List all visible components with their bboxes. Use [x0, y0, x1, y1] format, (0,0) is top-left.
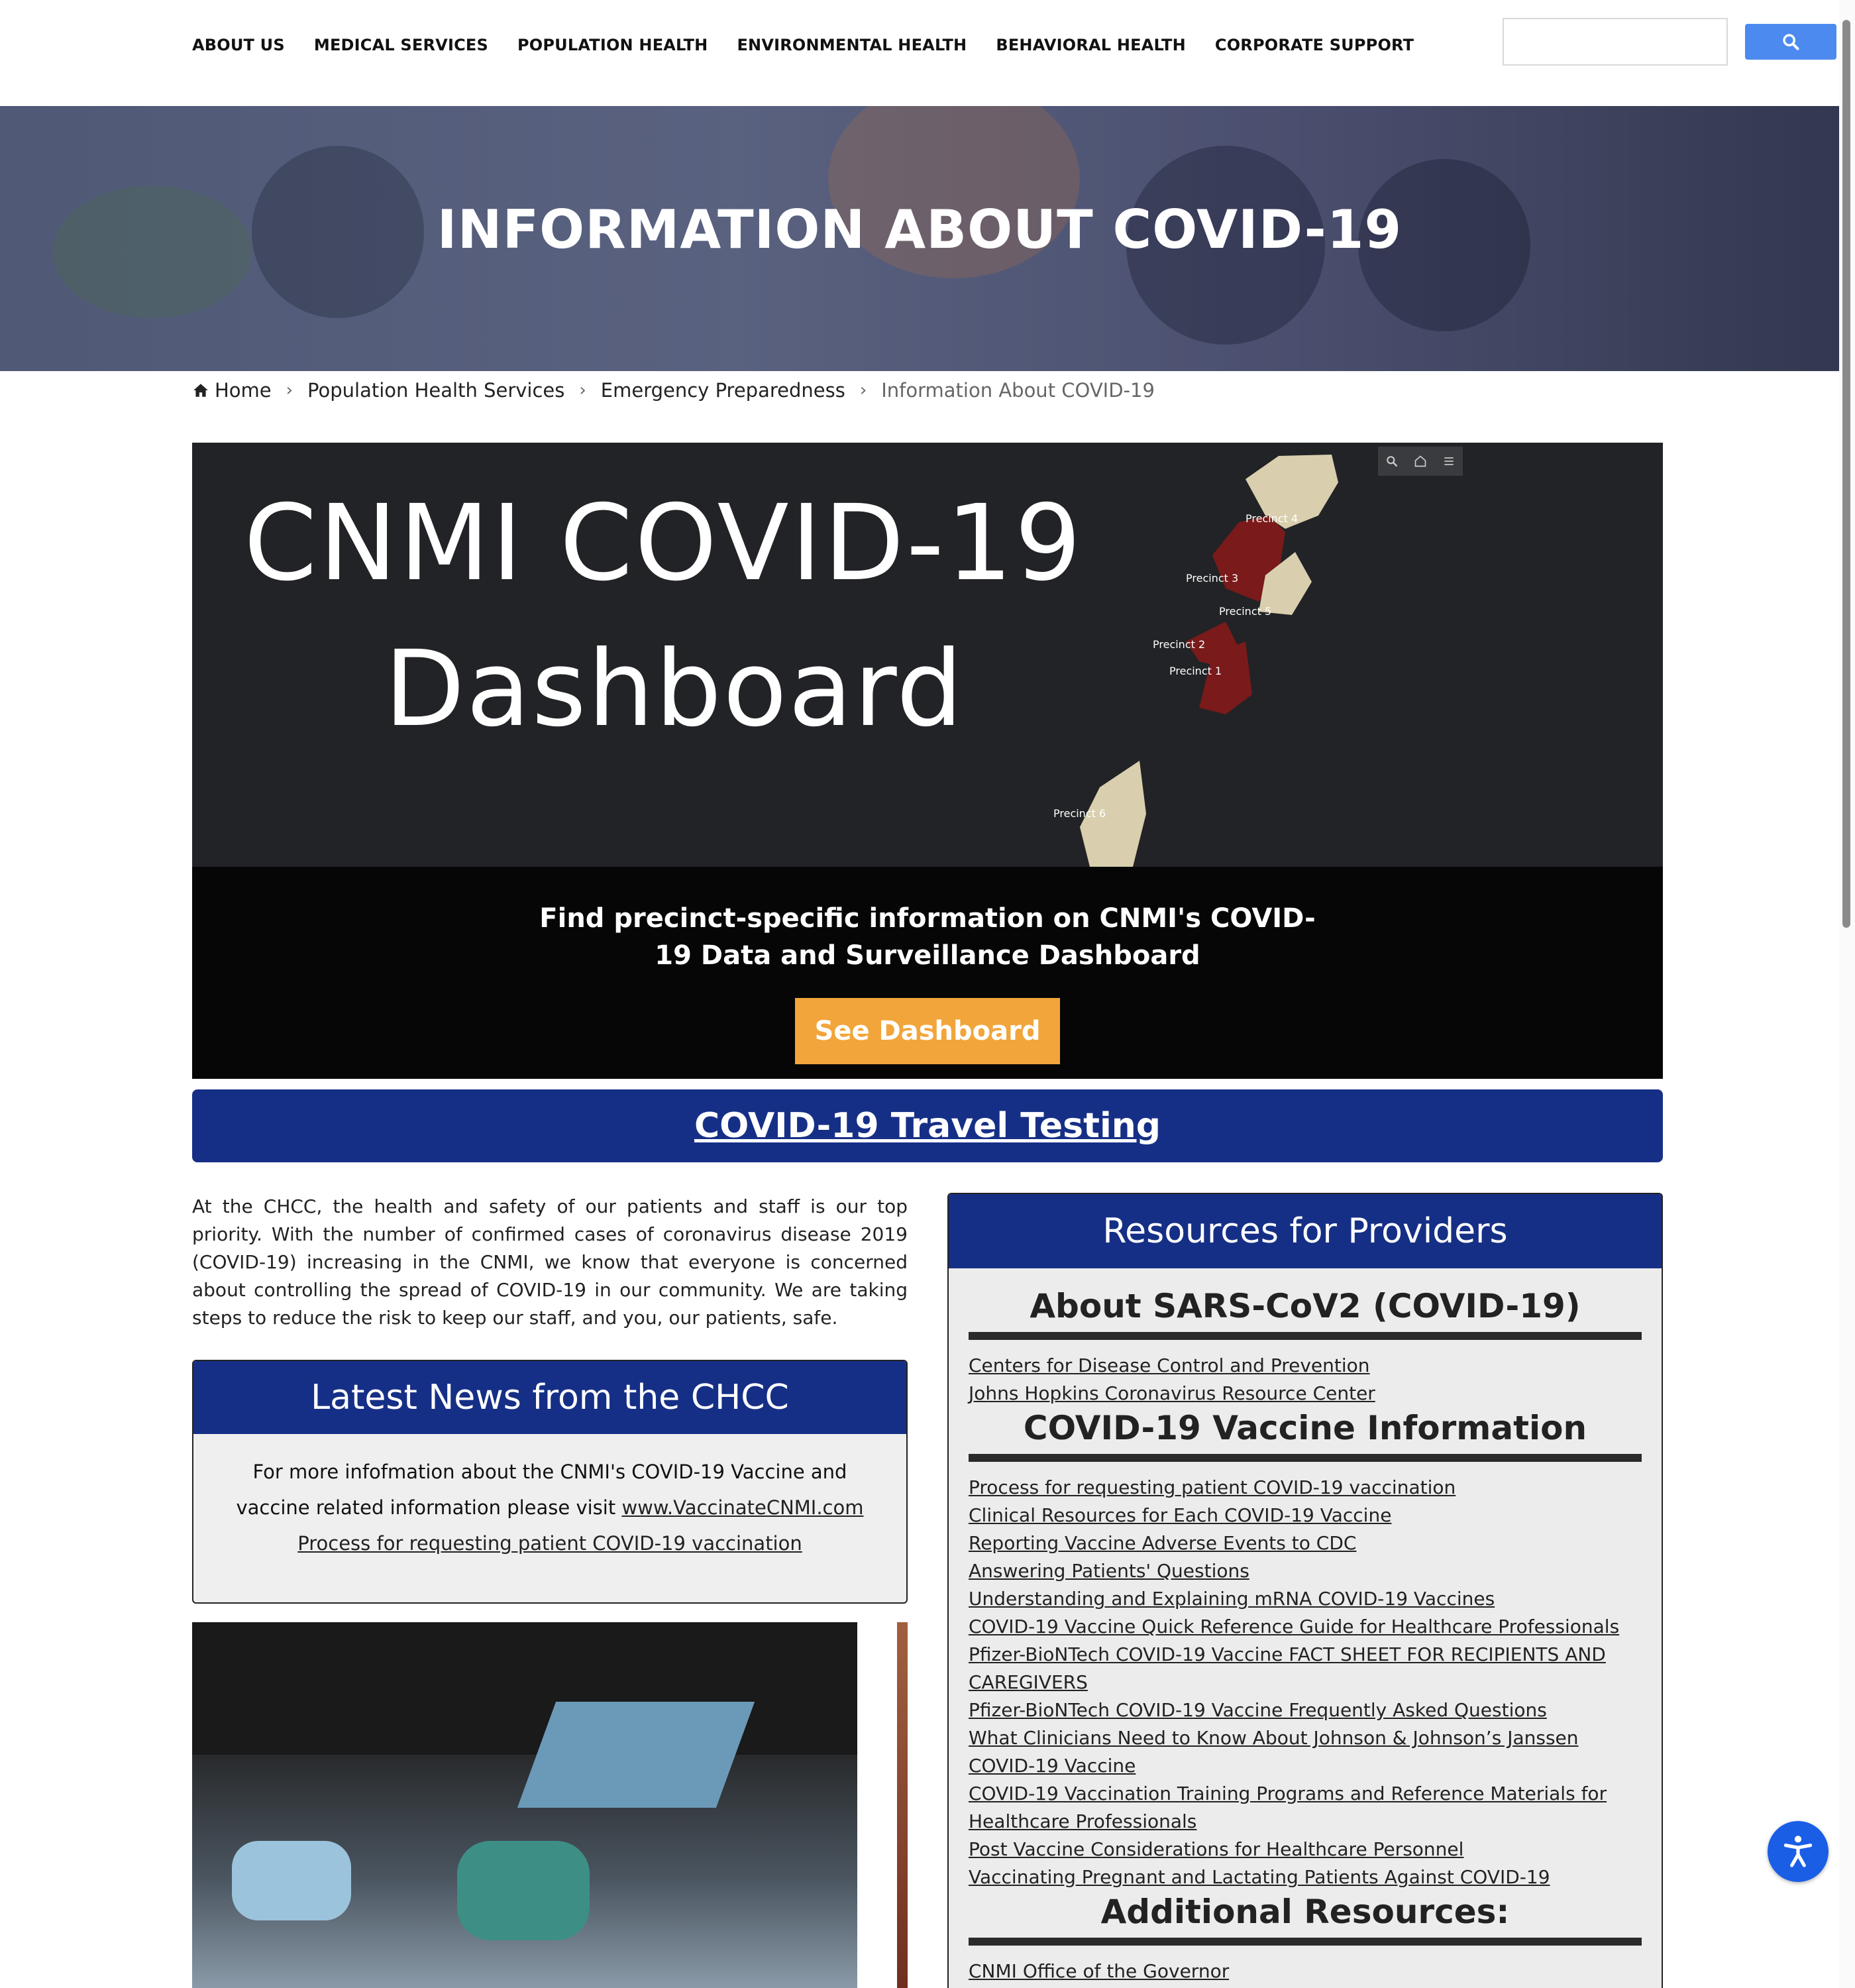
section-title-vaccine-info: COVID-19 Vaccine Information — [969, 1408, 1642, 1462]
accessibility-icon — [1779, 1833, 1817, 1870]
resource-link[interactable]: Pfizer-BioNTech COVID-19 Vaccine Frequently Asked Questions — [969, 1699, 1547, 1721]
chevron-right-icon: › — [579, 380, 586, 400]
breadcrumb-population-health[interactable]: Population Health Services — [307, 379, 565, 402]
precinct-3-label: Precinct 3 — [1186, 572, 1239, 584]
map-search-icon[interactable] — [1382, 451, 1402, 471]
resource-link[interactable]: Process for requesting patient COVID-19 vaccination — [969, 1476, 1456, 1498]
resource-link[interactable]: Pfizer-BioNTech COVID-19 Vaccine FACT SHEET FOR RECIPIENTS AND CAREGIVERS — [969, 1643, 1606, 1693]
resource-link[interactable]: COVID-19 Vaccine Quick Reference Guide for Healthcare Professionals — [969, 1616, 1620, 1637]
nav-corporate-support[interactable]: CORPORATE SUPPORT — [1214, 36, 1414, 54]
main-nav — [192, 36, 1443, 54]
breadcrumb — [192, 379, 1155, 402]
nav-environmental-health[interactable]: ENVIRONMENTAL HEALTH — [737, 36, 967, 54]
nav-medical-services[interactable]: MEDICAL SERVICES — [313, 36, 488, 54]
precinct-1-label: Precinct 1 — [1169, 665, 1222, 677]
resource-link[interactable]: Centers for Disease Control and Prevention — [969, 1354, 1370, 1376]
home-icon — [192, 382, 209, 398]
breadcrumb-emergency-preparedness[interactable]: Emergency Preparedness — [600, 379, 845, 402]
dashboard-message-line1: Find precinct-specific information on CNMI's COVID- — [539, 903, 1316, 934]
vaccinate-cnmi-link[interactable]: www.VaccinateCNMI.com — [621, 1496, 864, 1519]
chevron-right-icon: › — [859, 380, 867, 400]
resources-for-providers — [947, 1193, 1663, 1988]
travel-testing-link[interactable]: COVID-19 Travel Testing — [694, 1106, 1161, 1146]
search-input[interactable] — [1503, 18, 1728, 66]
dashboard-message — [192, 900, 1663, 974]
travel-testing-banner — [192, 1089, 1663, 1162]
latest-news-text: For more infofmation about the CNMI's COVID-19 Vaccine and vaccine related information please visit — [236, 1461, 847, 1519]
vaccination-request-link[interactable]: Process for requesting patient COVID-19 vaccination — [297, 1532, 802, 1555]
dashboard-message-line2: 19 Data and Surveillance Dashboard — [655, 940, 1200, 971]
resource-link[interactable]: Johns Hopkins Coronavirus Resource Center — [969, 1382, 1375, 1404]
chevron-right-icon: › — [286, 380, 293, 400]
accessibility-button[interactable] — [1768, 1821, 1828, 1882]
nav-behavioral-health[interactable]: BEHAVIORAL HEALTH — [996, 36, 1186, 54]
top-navigation-bar — [0, 0, 1855, 106]
precinct-2-label: Precinct 2 — [1153, 638, 1206, 651]
precinct-map — [192, 443, 1663, 867]
search-icon — [1781, 32, 1800, 51]
page-title: INFORMATION ABOUT COVID-19 — [437, 199, 1403, 260]
hero-banner — [0, 106, 1839, 371]
section-title-about-sars: About SARS-CoV2 (COVID-19) — [969, 1286, 1642, 1340]
latest-news-body — [193, 1434, 906, 1581]
resource-link[interactable]: Clinical Resources for Each COVID-19 Vaccine — [969, 1504, 1392, 1526]
breadcrumb-home[interactable]: Home — [215, 379, 272, 402]
map-legend-icon[interactable] — [1439, 451, 1459, 471]
carousel-image[interactable] — [192, 1622, 857, 1988]
resource-link[interactable]: Understanding and Explaining mRNA COVID-19 Vaccines — [969, 1588, 1495, 1610]
resources-title: Resources for Providers — [949, 1194, 1662, 1268]
precinct-6-label: Precinct 6 — [1053, 807, 1106, 820]
precinct-4-label: Precinct 4 — [1246, 512, 1298, 525]
resource-link[interactable]: What Clinicians Need to Know About Johnson & Johnson’s Janssen COVID-19 Vaccine — [969, 1727, 1579, 1777]
see-dashboard-button[interactable]: See Dashboard — [795, 998, 1060, 1064]
nav-population-health[interactable]: POPULATION HEALTH — [517, 36, 708, 54]
map-home-icon[interactable] — [1410, 451, 1430, 471]
carousel-next-image — [897, 1622, 908, 1988]
map-toolbar — [1378, 447, 1463, 476]
latest-news-title: Latest News from the CHCC — [193, 1361, 906, 1434]
resource-link[interactable]: Vaccinating Pregnant and Lactating Patients Against COVID-19 — [969, 1866, 1550, 1888]
section-title-additional: Additional Resources: — [969, 1891, 1642, 1946]
dashboard-title-line1: CNMI COVID-19 — [244, 482, 1083, 604]
intro-paragraph: At the CHCC, the health and safety of our patients and staff is our top priority. With the number of confirmed cases of coronavirus disease 2019 (COVID-19) increasing in the CNMI, we know that everyone is concerned about controlling the spread of COVID-19 in our community. We are taking steps to reduce the risk to keep our staff, and you, our patients, safe. — [192, 1195, 908, 1329]
resource-link[interactable]: Reporting Vaccine Adverse Events to CDC — [969, 1532, 1357, 1554]
nav-about-us[interactable]: ABOUT US — [192, 36, 285, 54]
resource-link[interactable]: COVID-19 Vaccination Training Programs and Reference Materials for Healthcare Professionals — [969, 1783, 1607, 1832]
precinct-5-label: Precinct 5 — [1219, 605, 1272, 618]
dashboard-title-line2: Dashboard — [384, 628, 965, 750]
scrollbar-thumb[interactable] — [1842, 20, 1850, 928]
breadcrumb-current: Information About COVID-19 — [881, 379, 1155, 402]
resource-link[interactable]: Post Vaccine Considerations for Healthcare Personnel — [969, 1838, 1464, 1860]
dashboard-banner[interactable] — [192, 443, 1663, 1079]
resource-link[interactable]: Answering Patients' Questions — [969, 1560, 1249, 1582]
resource-link[interactable]: CNMI Office of the Governor — [969, 1960, 1230, 1982]
latest-news-box — [192, 1360, 908, 1604]
search-button[interactable] — [1745, 24, 1836, 60]
